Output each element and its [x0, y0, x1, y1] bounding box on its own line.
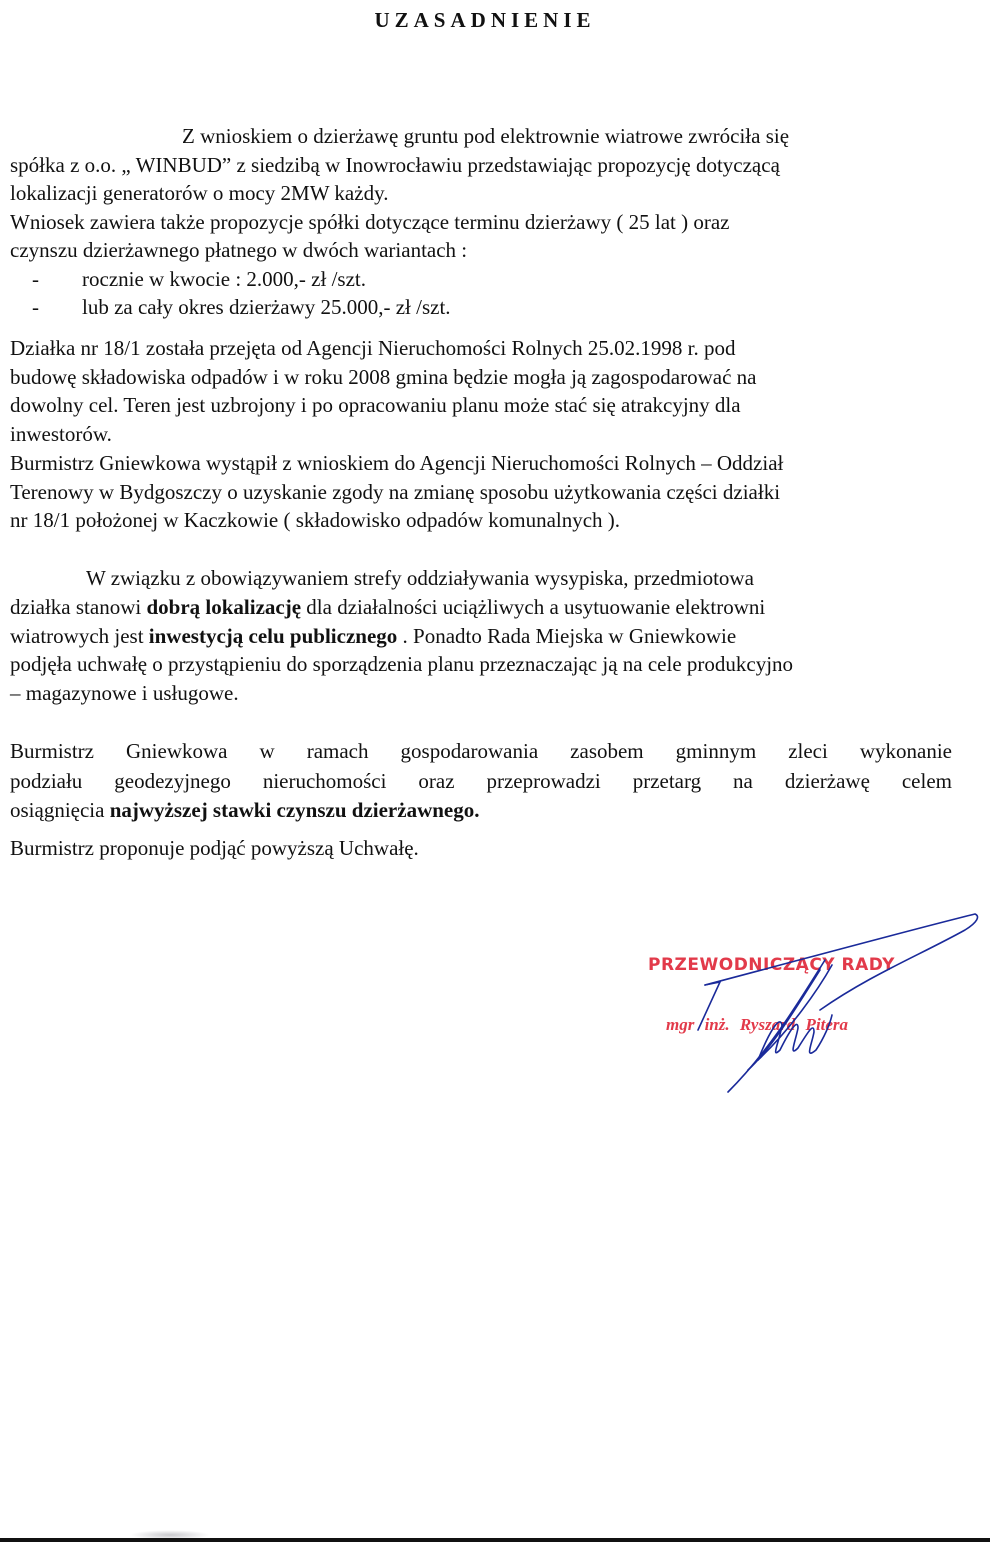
text-line: spółka z o.o. „ WINBUD” z siedzibą w Inowrocławiu przedstawiając propozycję dotyczącą — [10, 153, 780, 177]
text-line: lokalizacji generatorów o mocy 2MW każdy. — [10, 181, 389, 205]
text-line: Z wnioskiem o dzierżawę gruntu pod elektrownie wiatrowe zwróciła się — [182, 124, 790, 148]
page-bottom-edge — [0, 1538, 990, 1542]
text-line: dowolny cel. Teren jest uzbrojony i po opracowaniu planu może stać się atrakcyjny dla — [10, 393, 741, 417]
stamp-name: mgr inż. Ryszard Pitera — [666, 1015, 849, 1034]
text-line: działka stanowi dobrą lokalizację dla działalności uciążliwych a usytuowanie elektrowni — [10, 595, 766, 619]
text-line: Burmistrz Gniewkowa w ramach gospodarowania zasobem gminnym zleci wykonanie — [10, 739, 952, 763]
text-line: Burmistrz Gniewkowa wystąpił z wnioskiem do Agencji Nieruchomości Rolnych – Oddział — [10, 451, 784, 475]
text-line: czynszu dzierżawnego płatnego w dwóch wariantach : — [10, 238, 468, 262]
bullet-item — [32, 265, 366, 293]
bullet-item — [32, 293, 451, 321]
bullet-marker: - — [32, 295, 39, 319]
text-line: W związku z obowiązywaniem strefy oddziaływania wysypiska, przedmiotowa — [86, 566, 754, 590]
closing-statement: Burmistrz proponuje podjąć powyższą Uchwałę. — [10, 836, 419, 860]
stamp-title: PRZEWODNICZĄCY RADY — [648, 955, 895, 975]
bullet-text: lub za cały okres dzierżawy 25.000,- zł /szt. — [82, 295, 451, 319]
emphasis-good-location: dobrą lokalizację — [146, 595, 302, 619]
text-line: inwestorów. — [10, 422, 112, 446]
bullet-marker: - — [32, 267, 39, 291]
text-line: podziału geodezyjnego nieruchomości oraz przeprowadzi przetarg na dzierżawę celem — [10, 769, 952, 793]
text-line: – magazynowe i usługowe. — [10, 681, 239, 705]
emphasis-highest-rent: najwyższej stawki czynszu dzierżawnego. — [109, 798, 480, 822]
text-line: Wniosek zawiera także propozycje spółki dotyczące terminu dzierżawy ( 25 lat ) oraz — [10, 210, 730, 234]
text-line: Terenowy w Bydgoszczy o uzyskanie zgody na zmianę sposobu użytkowania części działki — [10, 480, 781, 504]
handwritten-signature-icon — [620, 900, 990, 1100]
text-line: Działka nr 18/1 została przejęta od Agencji Nieruchomości Rolnych 25.02.1998 r. pod — [10, 336, 736, 360]
text-line: podjęła uchwałę o przystąpieniu do sporządzenia planu przeznaczając ją na cele produkcyjno — [10, 652, 794, 676]
text-line: nr 18/1 położonej w Kaczkowie ( składowisko odpadów komunalnych ). — [10, 508, 621, 532]
text-line: osiągnięcia najwyższej stawki czynszu dzierżawnego. — [10, 798, 480, 822]
text-line: wiatrowych jest inwestycją celu publicznego . Ponadto Rada Miejska w Gniewkowie — [10, 624, 737, 648]
document-title: UZASADNIENIE — [374, 8, 596, 32]
emphasis-public-investment: inwestycją celu publicznego — [148, 624, 398, 648]
bullet-text: rocznie w kwocie : 2.000,- zł /szt. — [82, 267, 366, 291]
text-line: budowę składowiska odpadów i w roku 2008 gmina będzie mogła ją zagospodarować na — [10, 365, 757, 389]
